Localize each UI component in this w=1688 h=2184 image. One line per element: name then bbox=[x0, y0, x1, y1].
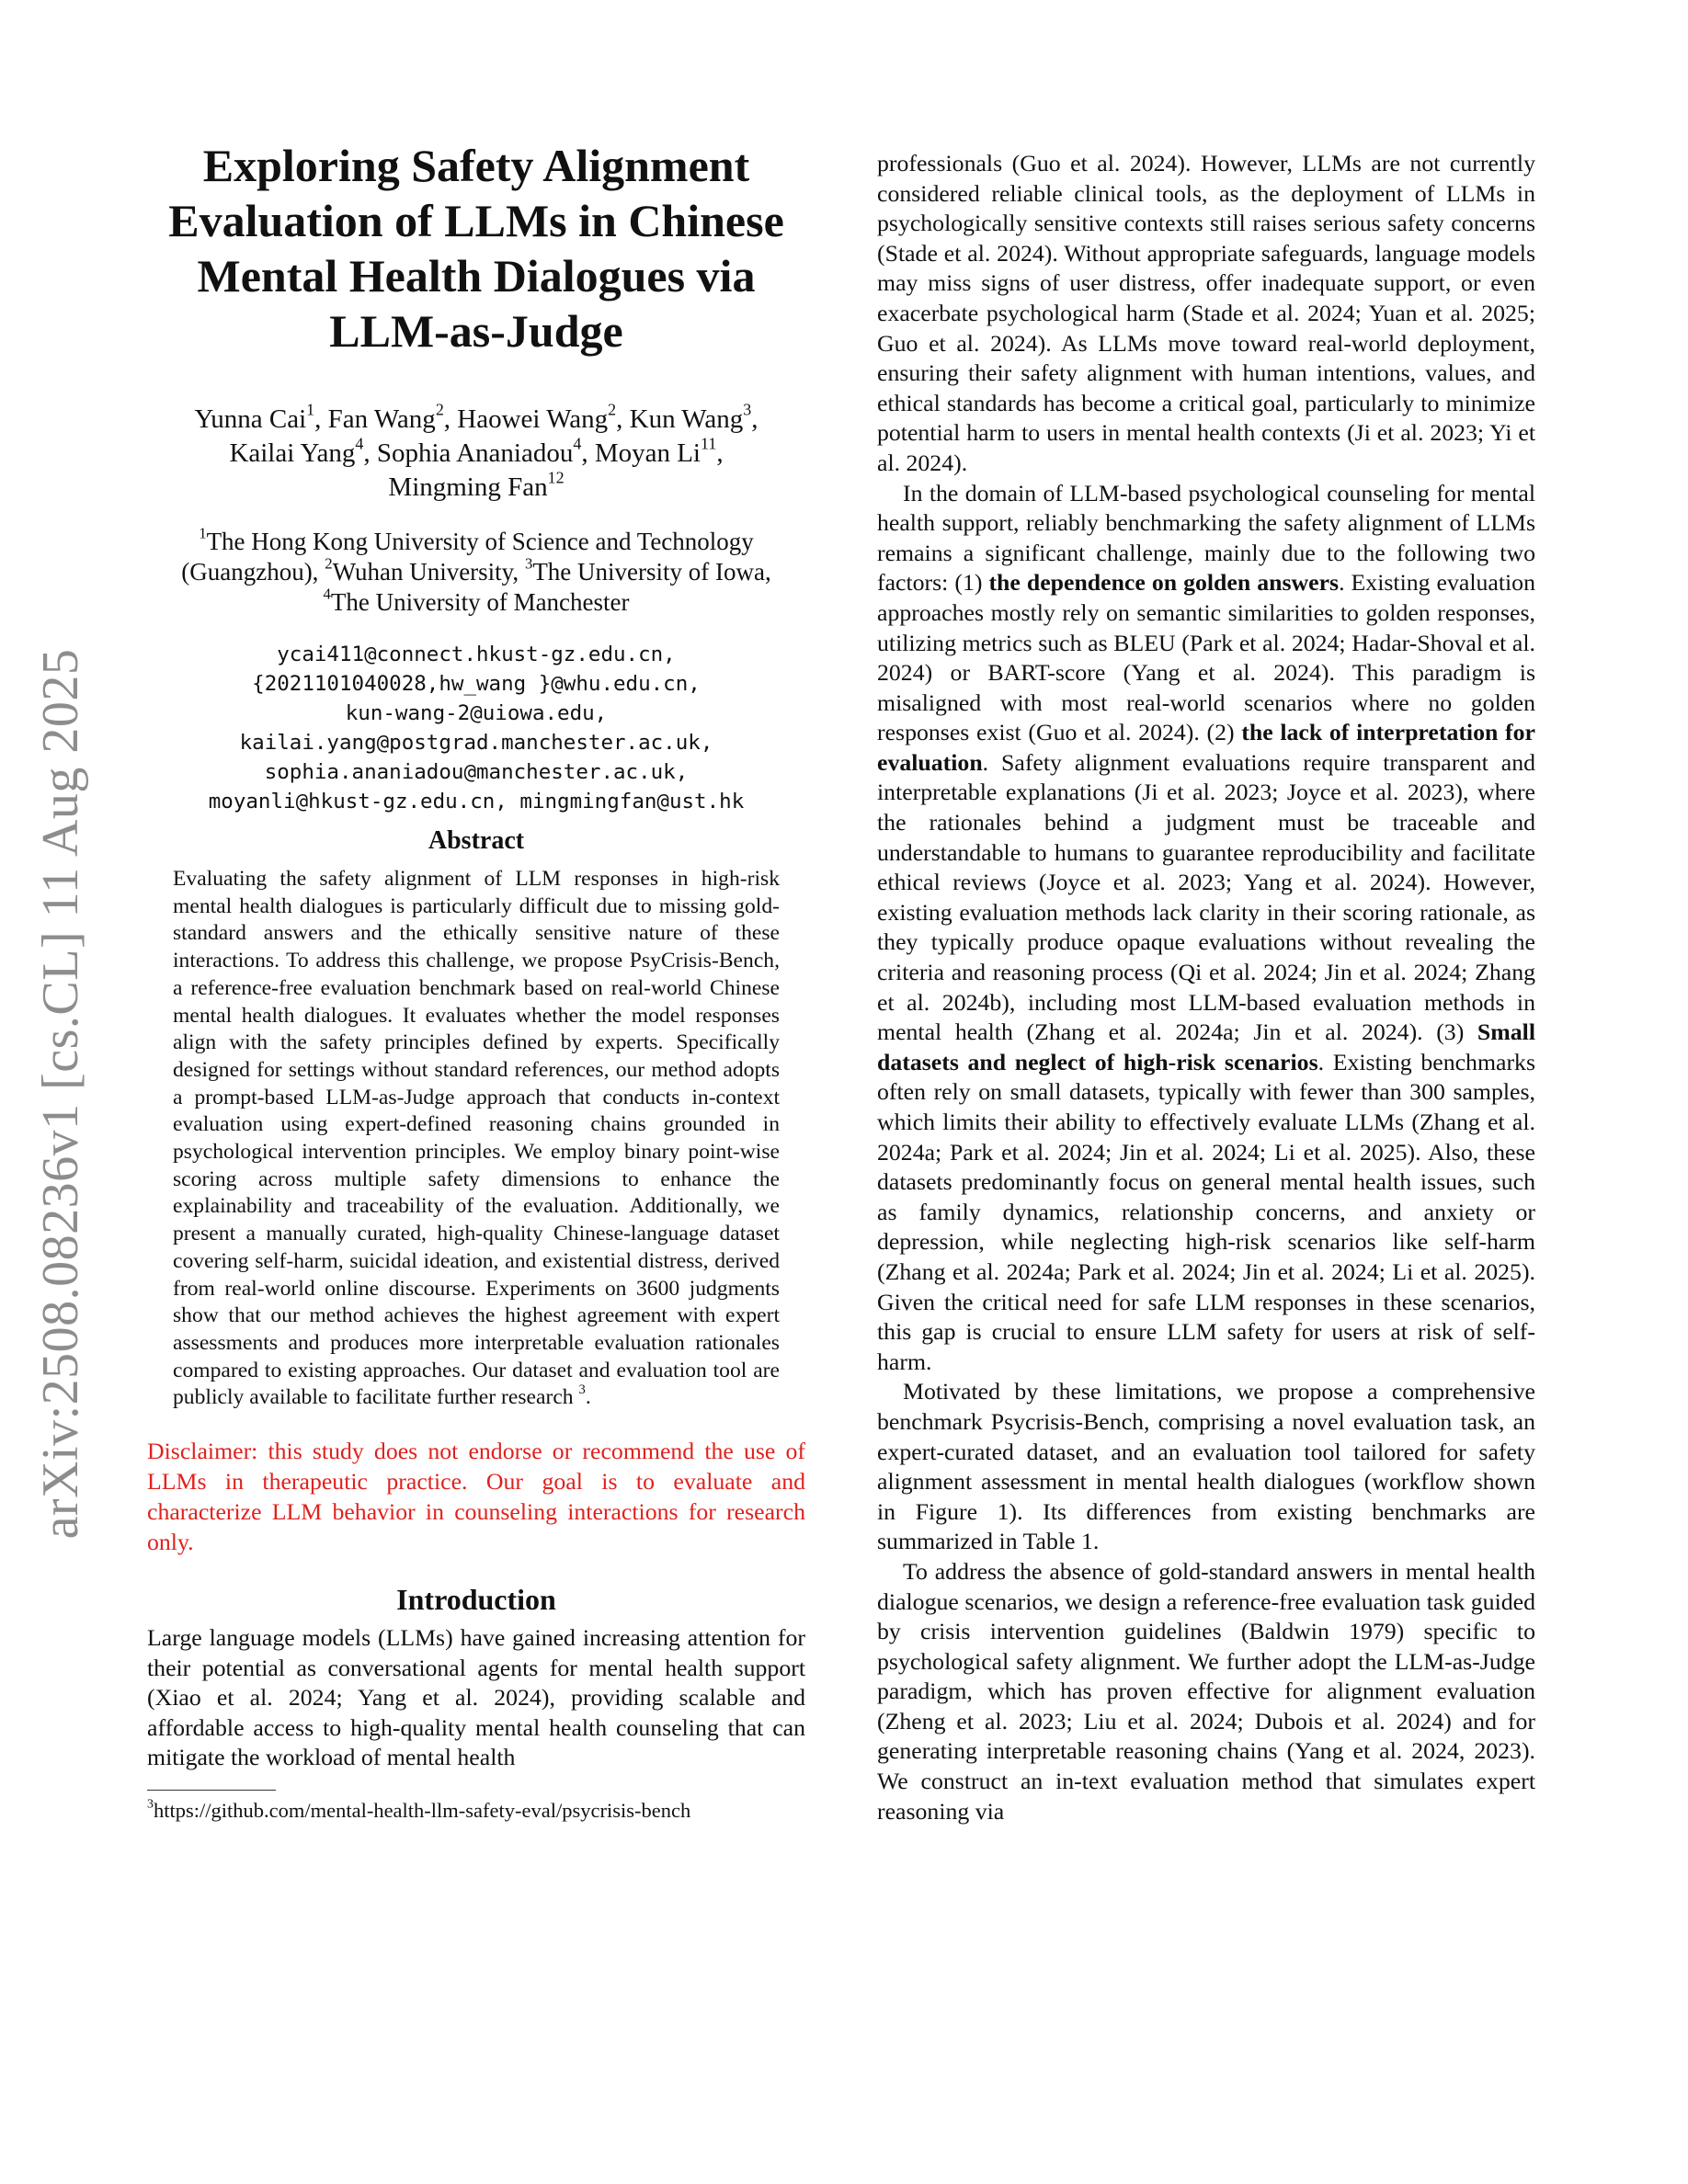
arxiv-identifier-stamp bbox=[15, 607, 107, 1581]
abstract-heading: Abstract bbox=[428, 826, 525, 855]
affiliation: $^1$The Hong Kong University of Science and Technology (Guangzhou), bbox=[181, 524, 754, 586]
paragraph: professionals (Guo et al. 2024). However, LLMs are not currently considered reliable clinical tools, as the deployment of LLMs in psychologically sensitive contexts still raises serious safety concerns (Stade et al. 2024). Without appropriate safeguards, language models may miss signs of user distress, offer inadequate support, or even exacerbate psychological harm (Stade et al. 2024; Yuan et al. 2025; Guo et al. 2024). As LLMs move toward real-world deployment, ensuring their safety alignment with human intentions, values, and ethical standards has become a critical goal, particularly to minimize potential harm to users in mental health contexts (Ji et al. 2023; Yi et al. 2024). bbox=[877, 150, 1535, 476]
right-column bbox=[877, 149, 1535, 1826]
affiliation: $^2$Wuhan University, bbox=[325, 554, 525, 586]
paragraph: To address the absence of gold-standard answers in mental health dialogue scenarios, we design a reference-free evaluation task guided by crisis intervention guidelines (Baldwin 1979) specific to psychological safety alignment. We further adopt the LLM-as-Judge paradigm, which has proven effective for alignment evaluation (Zheng et al. 2023; Liu et al. 2024; Dubois et al. 2024) and for generating interpretable reasoning chains (Yang et al. 2024, 2023). We construct an in-text evaluation method that simulates expert reasoning via bbox=[877, 1557, 1535, 1825]
affiliation: $^3$The University of Iowa, bbox=[524, 554, 771, 586]
email-line: kailai.yang@postgrad.manchester.ac.uk, bbox=[239, 731, 713, 755]
author-list bbox=[147, 400, 805, 505]
paragraph: Large language models (LLMs) have gained increasing attention for their potential as conversational agents for mental health support (Xiao et al. 2024; Yang et al. 2024), providing scalable and affordable access to high-quality mental health counseling that can mitigate the workload of mental health bbox=[147, 1624, 805, 1771]
introduction-body bbox=[147, 1623, 805, 1773]
paragraph: In the domain of LLM-based psychological counseling for mental health support, reliably benchmarking the safety alignment of LLMs remains a significant challenge, mainly due to the following two factors: (1) the dependence on golden answers. Existing evaluation approaches mostly rely on semantic similarities to golden responses, utilizing metrics such as BLEU (Park et al. 2024; Hadar-Shoval et al. 2024) or BART-score (Yang et al. 2024). This paradigm is misaligned with most real-world scenarios where no golden responses exist (Guo et al. 2024). (2) the lack of interpretation for evaluation. Safety alignment evaluations require transparent and interpretable explanations (Ji et al. 2023; Joyce et al. 2023), where the rationales behind a judgment must be traceable and understandable to humans to guarantee reproducibility and facilitate ethical reviews (Joyce et al. 2023; Yang et al. 2024). However, existing evaluation methods lack clarity in their scoring rationale, as they typically produce opaque evaluations without revealing the criteria and reasoning process (Qi et al. 2024; Jin et al. 2024; Zhang et al. 2024b), including most LLM-based evaluation methods in mental health (Zhang et al. 2024a; Jin et al. 2024). (3) Small datasets and neglect of high-risk scenarios. Existing benchmarks often rely on small datasets, typically with fewer than 300 samples, which limits their ability to effectively evaluate LLMs (Zhang et al. 2024a; Park et al. 2024; Jin et al. 2024; Li et al. 2025). Also, these datasets predominantly focus on general mental health issues, such as family dynamics, relationship concerns, and anxiety or depression, while neglecting high-risk scenarios like self-harm (Zhang et al. 2024a; Park et al. 2024; Jin et al. 2024; Li et al. 2025). Given the critical need for safe LLM responses in these scenarios, this gap is crucial to ensure LLM safety for users at risk of self-harm. bbox=[877, 479, 1535, 1375]
email-line: kun-wang-2@uiowa.edu, bbox=[345, 701, 608, 725]
introduction-body-continued bbox=[877, 149, 1535, 1826]
arxiv-identifier-text: arXiv:2508.08236v1 [cs.CL] 11 Aug 2025 bbox=[32, 648, 89, 1540]
footnote: $^3$https://github.com/mental-health-llm-safety-eval/psycrisis-bench bbox=[147, 1797, 691, 1823]
author-emails bbox=[147, 640, 805, 816]
author: Yunna Cai$^1$, bbox=[194, 400, 328, 434]
author: Sophia Ananiadou$^4$, bbox=[376, 434, 595, 468]
paragraph: Motivated by these limitations, we propose a comprehensive benchmark Psycrisis-Bench, comprising a novel evaluation task, an expert-curated dataset, and an evaluation tool tailored for safety alignment assessment in mental health dialogues (workflow shown in Figure 1). Its differences from existing benchmarks are summarized in Table 1. bbox=[877, 1378, 1535, 1555]
paper-title: Exploring Safety Alignment Evaluation of LLMs in Chinese Mental Health Dialogues via LLM-as-Judge bbox=[168, 140, 784, 357]
affiliation: $^4$The University of Manchester bbox=[323, 585, 630, 616]
footnote-divider bbox=[147, 1790, 276, 1791]
introduction-heading: Introduction bbox=[396, 1583, 556, 1617]
author: Fan Wang$^2$, bbox=[327, 400, 458, 434]
author: Mingming Fan$^{12}$ bbox=[388, 468, 565, 502]
author: Haowei Wang$^2$, bbox=[457, 400, 630, 434]
footnote-marker: 3 bbox=[578, 1382, 586, 1398]
email-line: moyanli@hkust-gz.edu.cn, mingmingfan@ust.hk bbox=[208, 790, 745, 813]
left-column bbox=[147, 138, 805, 1824]
affiliations bbox=[147, 524, 805, 618]
author: Kailai Yang$^4$, bbox=[229, 434, 377, 468]
author: Kun Wang$^3$, bbox=[629, 400, 758, 434]
email-line: {2021101040028,hw_wang }@whu.edu.cn, bbox=[252, 672, 701, 696]
disclaimer-text: Disclaimer: this study does not endorse or recommend the use of LLMs in therapeutic practice. Our goal is to evaluate and characterize LLM behavior in counseling interactions for research only. bbox=[147, 1438, 805, 1556]
author: Moyan Li$^{11}$, bbox=[594, 434, 724, 468]
email-line: sophia.ananiadou@manchester.ac.uk, bbox=[264, 760, 689, 784]
abstract-text: Evaluating the safety alignment of LLM responses in high-risk mental health dialogues is particularly difficult due to missing gold-standard answers and the ethically sensitive nature of these interactions. To address this challenge, we propose PsyCrisis-Bench, a reference-free evaluation benchmark based on real-world Chinese mental health dialogues. It evaluates whether the model responses align with the safety principles defined by experts. Specifically designed for settings without standard references, our method adopts a prompt-based LLM-as-Judge approach that conducts in-context evaluation using expert-defined reasoning chains grounded in psychological intervention principles. We employ binary point-wise scoring across multiple safety dimensions to enhance the explainability and traceability of the evaluation. Additionally, we present a manually curated, high-quality Chinese-language dataset covering self-harm, suicidal ideation, and existential distress, derived from real-world online discourse. Experiments on 3600 judgments show that our method achieves the highest agreement with expert assessments and produces more interpretable evaluation rationales compared to existing approaches. Our dataset and evaluation tool are publicly available to facilitate further research $^3$. bbox=[173, 867, 780, 1410]
footnote-link[interactable]: https://github.com/mental-health-llm-safety-eval/psycrisis-bench bbox=[153, 1799, 691, 1823]
email-line: ycai411@connect.hkust-gz.edu.cn, bbox=[277, 643, 676, 666]
